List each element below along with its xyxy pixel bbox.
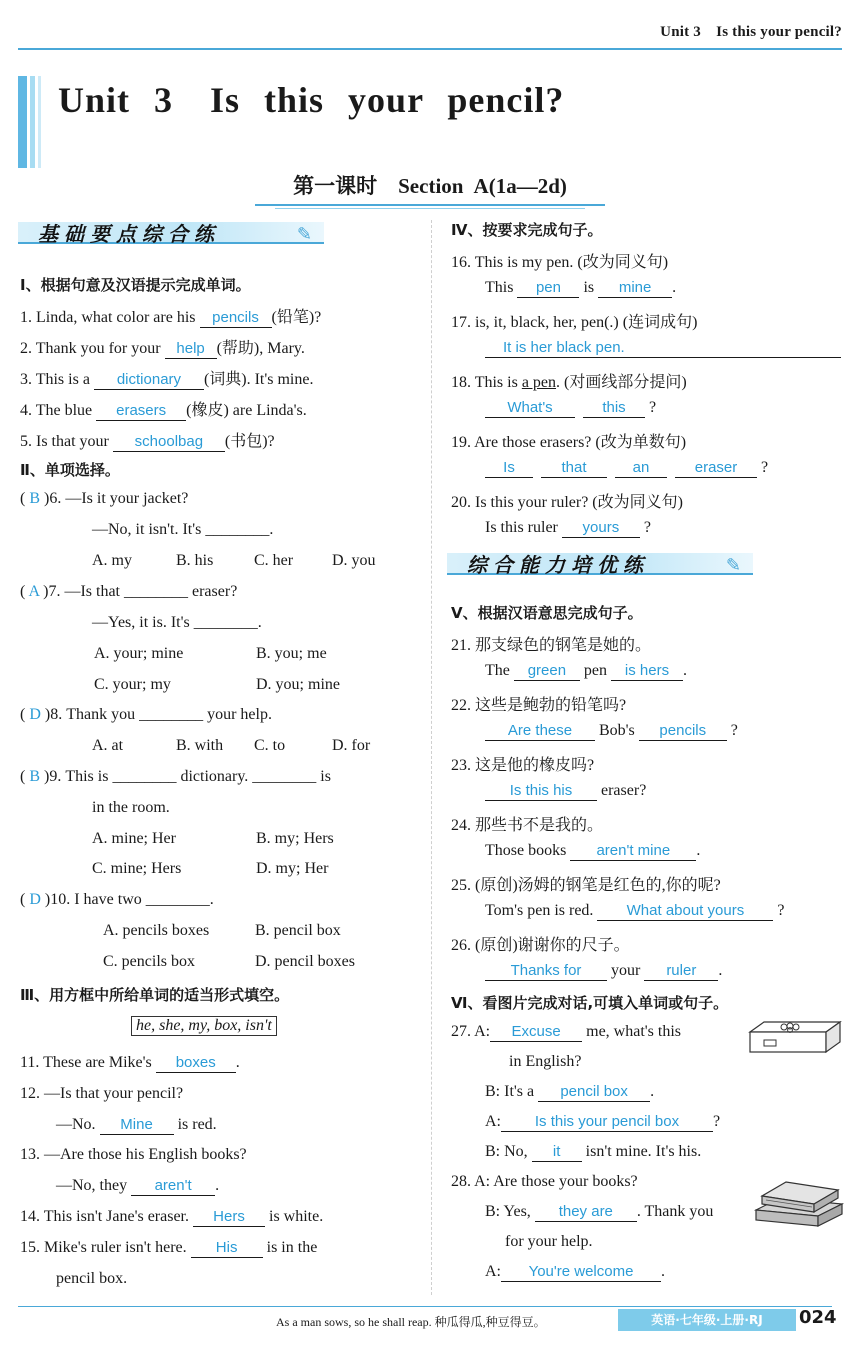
q6-options: A. my B. his C. her D. you: [92, 552, 376, 569]
choice-answer: A: [28, 583, 40, 600]
q6: ( B )6. —Is it your jacket?: [20, 490, 189, 507]
q20-line2: Is this ruler yours ?: [485, 519, 651, 536]
q14: 14. This isn't Jane's eraser. Hers is white.: [20, 1208, 324, 1225]
answer-blank: pencil box: [538, 1083, 650, 1102]
answer-blank: Mine: [100, 1116, 174, 1135]
footer-book-tag: 英语·七年级·上册·RJ: [618, 1309, 796, 1331]
books-image: [752, 1170, 846, 1232]
part2-heading: Ⅱ、单项选择。: [20, 461, 120, 479]
q21-line1: 21. 那支绿色的钢笔是她的。: [451, 637, 652, 654]
answer-blank: Are these: [485, 722, 595, 741]
answer-blank: that: [541, 459, 607, 478]
answer-blank: dictionary: [94, 371, 204, 390]
answer-blank: boxes: [156, 1054, 236, 1073]
q3: 3. This is a dictionary (词典). It's mine.: [20, 371, 314, 388]
pencil-box-image: [744, 1018, 844, 1058]
page-number: 024: [799, 1307, 837, 1328]
q15-line1: 15. Mike's ruler isn't here. His is in the: [20, 1239, 318, 1256]
part6-heading: Ⅵ、看图片完成对话,可填入单词或句子。: [451, 994, 729, 1012]
q9-options-row1: A. mine; Her B. my; Hers: [92, 830, 334, 847]
answer-blank: they are: [535, 1203, 637, 1222]
answer-blank: Thanks for: [485, 962, 607, 981]
q11: 11. These are Mike's boxes .: [20, 1054, 240, 1071]
answer-blank: help: [165, 340, 217, 359]
q10: ( D )10. I have two ________.: [20, 891, 214, 908]
q22-line1: 22. 这些是鲍勃的铅笔吗?: [451, 697, 627, 714]
answer-blank: pencils: [639, 722, 727, 741]
q28-line4: A: You're welcome .: [485, 1263, 665, 1280]
lesson-rule-thin: [275, 208, 585, 209]
q27-line1: 27. A: Excuse me, what's this: [451, 1023, 681, 1040]
q26-line1: 26. (原创)谢谢你的尺子。: [451, 937, 630, 954]
q19-line1: 19. Are those erasers? (改为单数句): [451, 434, 687, 451]
pen-icon: ✎: [296, 224, 312, 244]
answer-blank: Hers: [193, 1208, 265, 1227]
q7-line2: —Yes, it is. It's ________.: [92, 614, 262, 631]
q10-options-row1: A. pencils boxes B. pencil box: [103, 922, 341, 939]
q6-line2: —No, it isn't. It's ________.: [92, 521, 274, 538]
q27-line4: A: Is this your pencil box ?: [485, 1113, 721, 1130]
answer-blank: It is her black pen.: [485, 339, 841, 358]
q28-line1: 28. A: Are those your books?: [451, 1173, 638, 1190]
q16-line1: 16. This is my pen. (改为同义句): [451, 254, 669, 271]
answer-blank: erasers: [96, 402, 186, 421]
part4-heading: Ⅳ、按要求完成句子。: [451, 221, 603, 239]
answer-blank: aren't: [131, 1177, 215, 1196]
answer-blank: What about yours: [597, 902, 773, 921]
footer-proverb: As a man sows, so he shall reap. 种瓜得瓜,种豆得豆。: [276, 1315, 546, 1329]
lesson-title: 第一课时 Section A(1a—2d): [293, 174, 567, 198]
q13-line1: 13. —Are those his English books?: [20, 1146, 247, 1163]
q9-options-row2: C. mine; Hers D. my; Her: [92, 860, 329, 877]
q26-line2: Thanks for your ruler .: [485, 962, 722, 981]
q28-line3: for your help.: [505, 1233, 593, 1250]
answer-blank: green: [514, 662, 580, 681]
q13-line2: —No, they aren't .: [56, 1177, 220, 1194]
answer-blank: it: [532, 1143, 582, 1162]
q19-line2: Is that an eraser ?: [485, 459, 768, 478]
q2: 2. Thank you for your help (帮助), Mary.: [20, 340, 305, 357]
q24-line2: Those books aren't mine .: [485, 842, 701, 859]
word-box: he, she, my, box, isn't: [131, 1016, 277, 1036]
q8: ( D )8. Thank you ________ your help.: [20, 706, 272, 723]
banner-basic-label: 基础要点综合练: [38, 221, 220, 246]
answer-blank: Excuse: [490, 1023, 582, 1042]
lesson-rule: [255, 204, 605, 206]
q4: 4. The blue erasers (橡皮) are Linda's.: [20, 402, 307, 419]
q18-line2: What's this ?: [485, 399, 656, 418]
q7: ( A )7. —Is that ________ eraser?: [20, 583, 238, 600]
q8-options: A. at B. with C. to D. for: [92, 737, 371, 754]
q23-line2: Is this his eraser?: [485, 782, 646, 801]
banner-advanced-label: 综合能力培优练: [467, 552, 649, 577]
q17-line2: [485, 339, 841, 358]
answer-blank: mine: [598, 279, 672, 298]
answer-blank: pencils: [200, 309, 272, 328]
answer-blank: You're welcome: [501, 1263, 661, 1282]
answer-blank: an: [615, 459, 667, 478]
choice-answer: D: [29, 706, 41, 723]
underlined-phrase: a pen: [521, 374, 557, 391]
pen-icon: ✎: [725, 555, 741, 575]
q1: 1. Linda, what color are his pencils (铅笔)?: [20, 309, 322, 326]
answer-blank: schoolbag: [113, 433, 225, 452]
unit-bar-decoration: [18, 76, 42, 168]
part5-heading: Ⅴ、根据汉语意思完成句子。: [451, 604, 643, 622]
answer-blank: ruler: [644, 962, 718, 981]
q25-line1: 25. (原创)汤姆的钢笔是红色的,你的呢?: [451, 877, 721, 894]
q23-line1: 23. 这是他的橡皮吗?: [451, 757, 595, 774]
section-banner-basic: [18, 216, 324, 248]
unit-title: Unit 3 Is this your pencil?: [58, 80, 565, 120]
part3-heading: Ⅲ、用方框中所给单词的适当形式填空。: [20, 986, 290, 1004]
q25-line2: Tom's pen is red. What about yours ?: [485, 902, 785, 919]
q9-line2: in the room.: [92, 799, 170, 816]
answer-blank: What's: [485, 399, 575, 418]
q7-options-row2: C. your; my D. you; mine: [94, 676, 340, 693]
q17-line1: 17. is, it, black, her, pen(.) (连词成句): [451, 314, 698, 331]
answer-blank: Is: [485, 459, 533, 478]
q18-line1: 18. This is a pen. (对画线部分提问): [451, 374, 687, 391]
answer-blank: this: [583, 399, 645, 418]
q12-line2: —No. Mine is red.: [56, 1116, 217, 1133]
q12-line1: 12. —Is that your pencil?: [20, 1085, 184, 1102]
q10-options-row2: C. pencils box D. pencil boxes: [103, 953, 355, 970]
answer-blank: His: [191, 1239, 263, 1258]
answer-blank: pen: [517, 279, 579, 298]
q27-line2: in English?: [509, 1053, 582, 1070]
header-rule: [18, 48, 842, 50]
q28-line2: B: Yes, they are . Thank you: [485, 1203, 714, 1220]
section-banner-advanced: [447, 547, 753, 579]
q15-line2: pencil box.: [56, 1270, 128, 1287]
choice-answer: D: [29, 891, 41, 908]
q27-line5: B: No, it isn't mine. It's his.: [485, 1143, 702, 1160]
q7-options-row1: A. your; mine B. you; me: [94, 645, 327, 662]
answer-blank: aren't mine: [570, 842, 696, 861]
answer-blank: yours: [562, 519, 640, 538]
answer-blank: Is this your pencil box: [501, 1113, 713, 1132]
q21-line2: The green pen is hers .: [485, 662, 687, 679]
column-divider: [431, 220, 432, 1295]
running-head: Unit 3 Is this your pencil?: [660, 24, 842, 40]
q5: 5. Is that your schoolbag (书包)?: [20, 433, 275, 450]
choice-answer: B: [29, 768, 40, 785]
q16-line2: This pen is mine .: [485, 279, 677, 296]
answer-blank: Is this his: [485, 782, 597, 801]
answer-blank: is hers: [611, 662, 683, 681]
q27-line3: B: It's a pencil box .: [485, 1083, 655, 1100]
part1-heading: Ⅰ、根据句意及汉语提示完成单词。: [20, 276, 251, 294]
choice-answer: B: [29, 490, 40, 507]
q9: ( B )9. This is ________ dictionary. ________ is: [20, 768, 331, 785]
q20-line1: 20. Is this your ruler? (改为同义句): [451, 494, 683, 511]
footer-rule: [18, 1306, 832, 1307]
answer-blank: eraser: [675, 459, 757, 478]
q24-line1: 24. 那些书不是我的。: [451, 817, 604, 834]
q22-line2: Are these Bob's pencils ?: [485, 722, 738, 741]
